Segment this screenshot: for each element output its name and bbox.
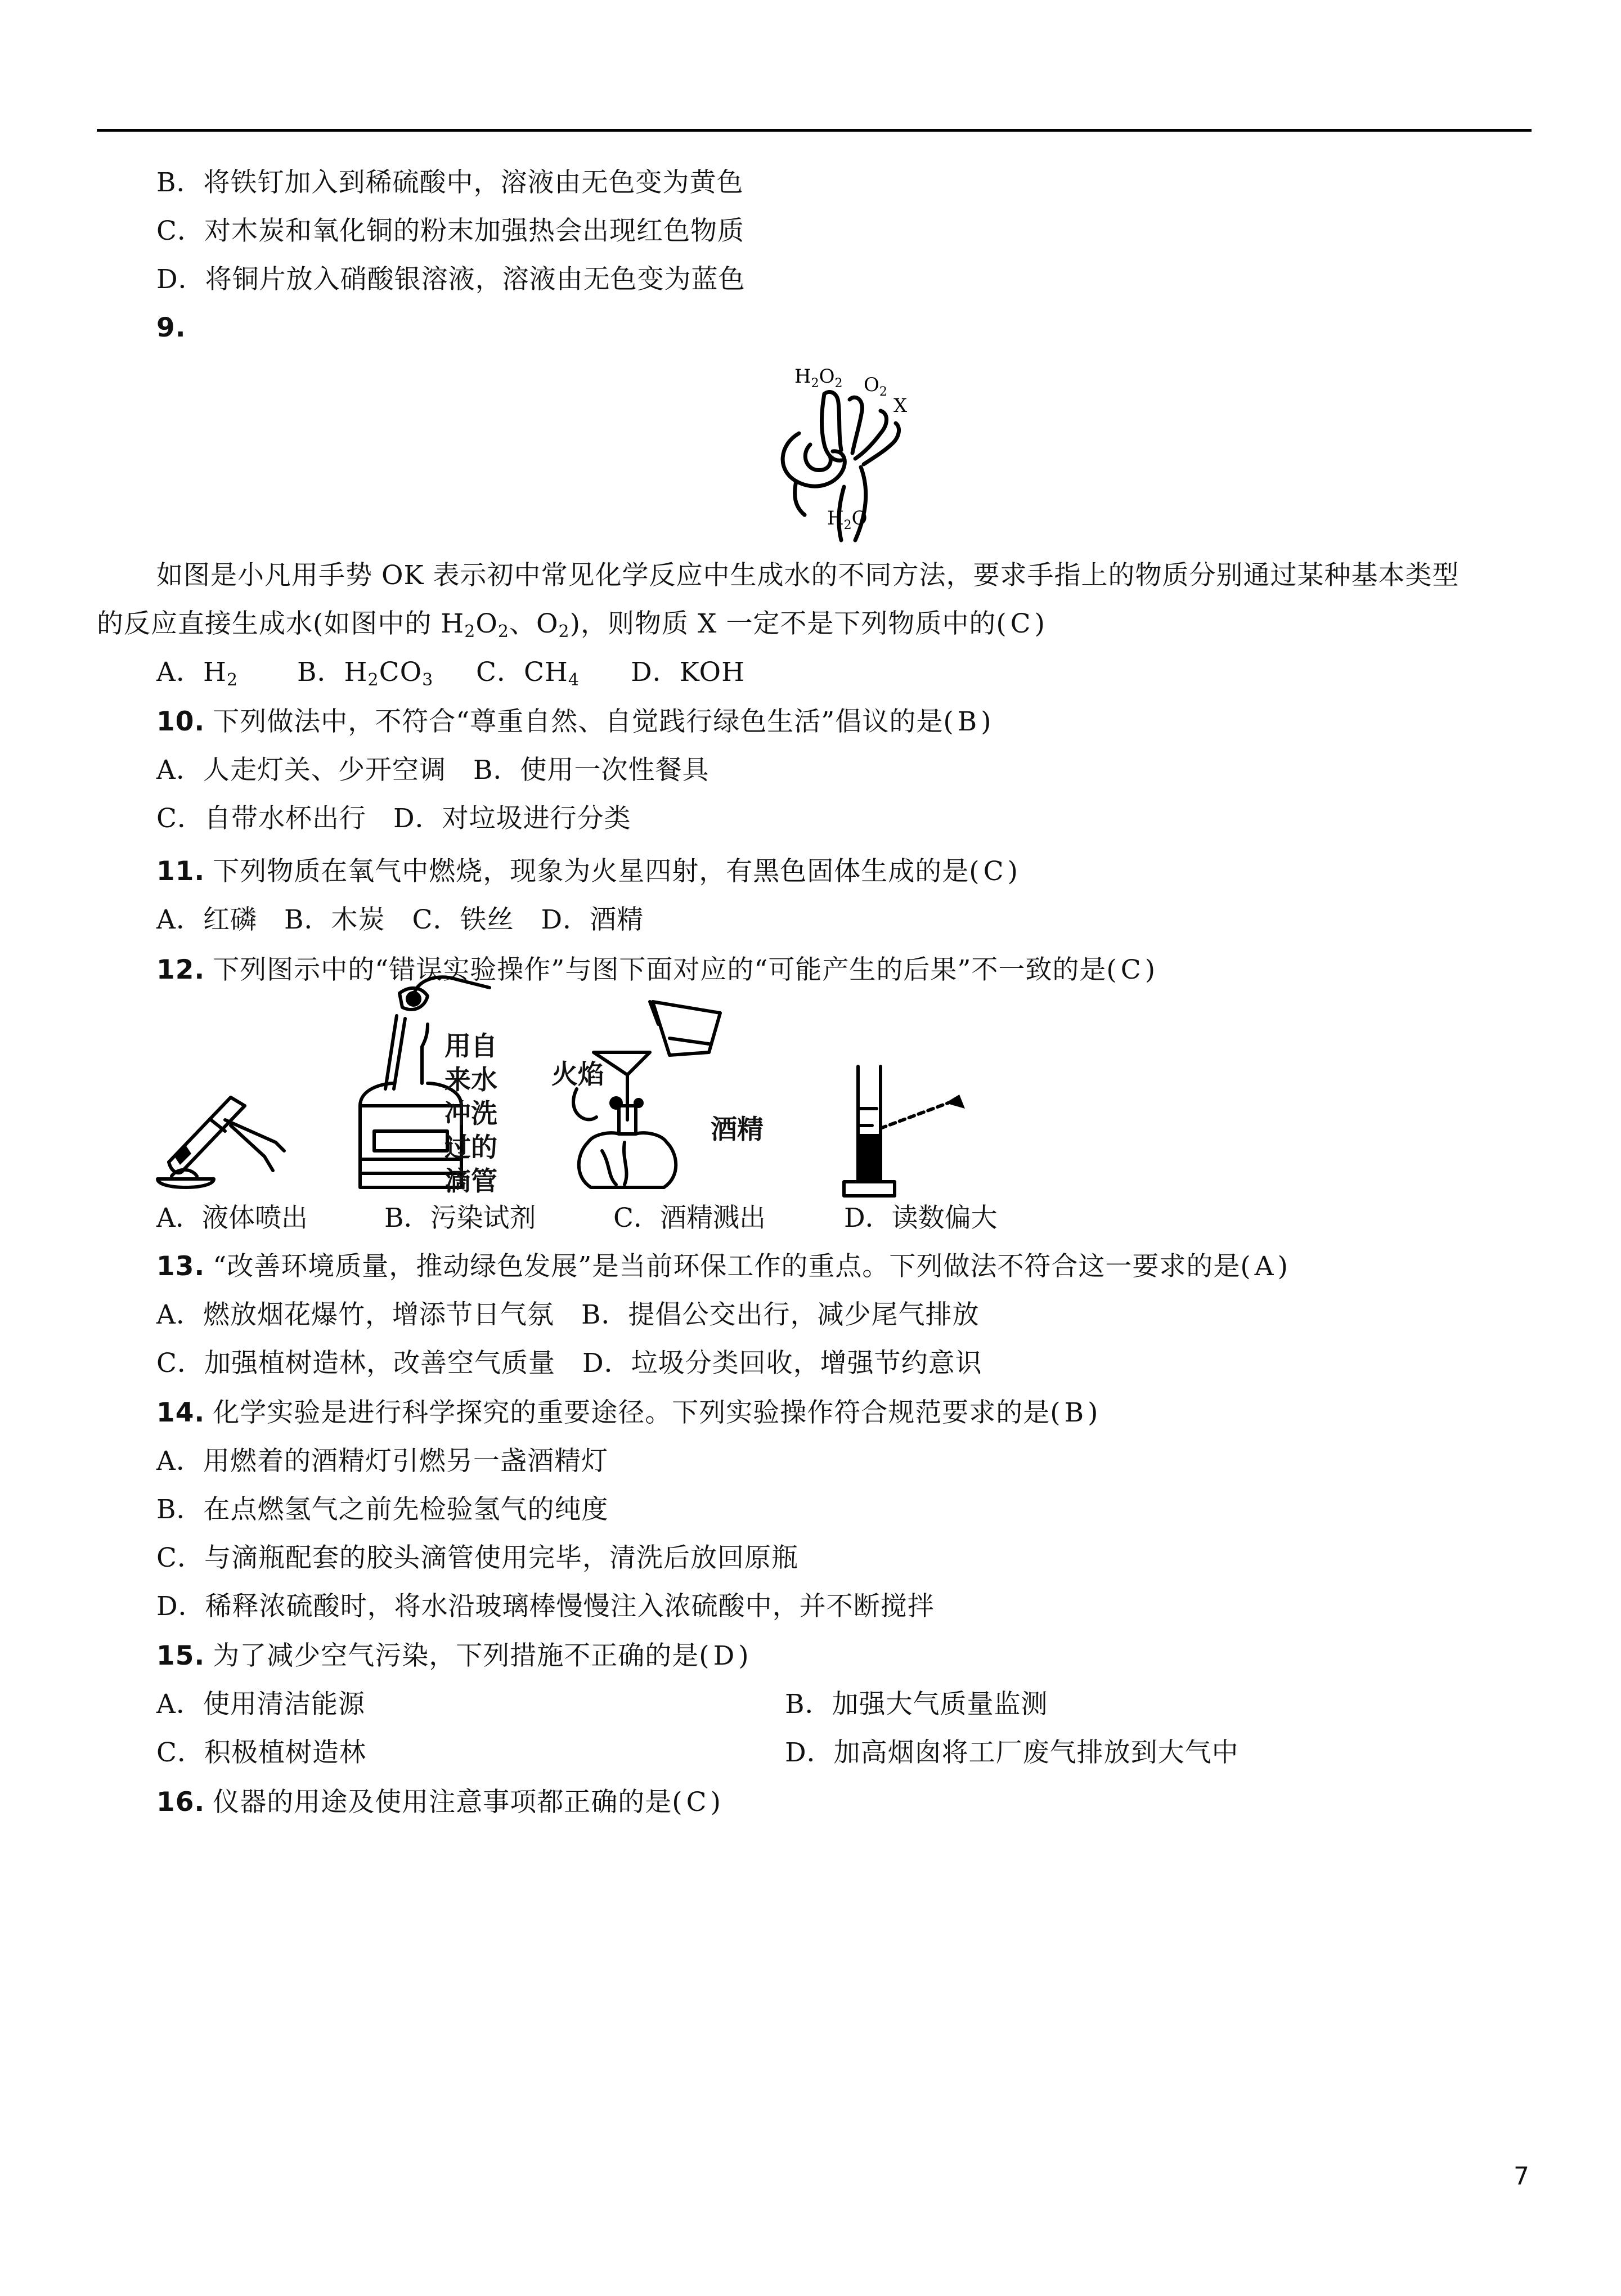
q11-answer: C <box>983 856 1004 887</box>
q12-caption-d: D．读数偏大 <box>844 1203 998 1234</box>
q9-stem-line1: 如图是小凡用手势 OK 表示初中常见化学反应中生成水的不同方法，要求手指上的物质分别通过某种基本类型 <box>156 560 1460 591</box>
q16-stem: 16. 仪器的用途及使用注意事项都正确的是( C ) <box>156 1787 721 1818</box>
fig-d-measuring-cylinder <box>833 1058 973 1199</box>
q9-number: 9. <box>156 312 186 343</box>
q13-stem: 13. “改善环境质量，推动绿色发展”是当前环保工作的重点。下列做法不符合这一要求的是( A ) <box>156 1251 1288 1282</box>
q9-answer: C <box>1010 608 1031 639</box>
q11-stem: 11. 下列物质在氧气中燃烧，现象为火星四射，有黑色固体生成的是( C ) <box>156 856 1018 887</box>
q12-answer: C <box>1120 954 1142 985</box>
q15-option-b: B．加强大气质量监测 <box>785 1689 1048 1720</box>
fig-c-alcohol-lamp <box>554 990 740 1193</box>
q13-options-line1: A．燃放烟花爆竹，增添节日气氛 B．提倡公交出行，减少尾气排放 <box>156 1299 980 1330</box>
page-number: 7 <box>1514 2162 1529 2191</box>
q14-option-a: A．用燃着的酒精灯引燃另一盏酒精灯 <box>156 1446 608 1477</box>
q10-stem: 10. 下列做法中，不符合“尊重自然、自觉践行绿色生活”倡议的是( B ) <box>156 706 992 737</box>
q14-stem: 14. 化学实验是进行科学探究的重要途径。下列实验操作符合规范要求的是( B ) <box>156 1397 1099 1428</box>
q8-option-d: D．将铜片放入硝酸银溶液，溶液由无色变为蓝色 <box>156 264 746 295</box>
fig-c-label-flame: 火焰 <box>551 1059 604 1090</box>
q10-options-line1: A．人走灯关、少开空调 B．使用一次性餐具 <box>156 755 710 786</box>
q15-answer: D <box>713 1640 735 1671</box>
q9-option-d: D．KOH <box>631 657 746 688</box>
q12-caption-b: B．污染试剂 <box>384 1203 536 1234</box>
q14-option-b: B．在点燃氢气之前先检验氢气的纯度 <box>156 1494 609 1525</box>
label-h2o: $H_2O$ <box>827 507 868 532</box>
q12-stem: 12. 下列图示中的“错误实验操作”与图下面对应的“可能产生的后果”不一致的是( C ) <box>156 954 1156 985</box>
q13-options-line2: C．加强植树造林，改善空气质量 D．垃圾分类回收，增强节约意识 <box>156 1348 982 1379</box>
q9-option-a: A．$H_2$ <box>156 657 239 690</box>
q15-option-c: C．积极植树造林 <box>156 1737 366 1768</box>
label-h2o2: $H_2O_2$ <box>794 365 843 391</box>
q13-answer: A <box>1254 1251 1274 1282</box>
header-rule <box>97 129 1532 132</box>
fig-b-label-line: 来水 <box>444 1065 497 1096</box>
q15-options-row1 <box>156 1688 1048 1721</box>
fig-b-label-line: 冲洗 <box>444 1098 497 1129</box>
q10-options-line2: C．自带水杯出行 D．对垃圾进行分类 <box>156 803 631 834</box>
fig-b-label-line: 滴管 <box>444 1166 497 1197</box>
q9-option-c: C．$CH_4$ <box>476 657 580 690</box>
fig-b-label-line: 用自 <box>444 1031 497 1062</box>
q8-option-c: C．对木炭和氧化铜的粉末加强热会出现红色物质 <box>156 216 744 246</box>
q8-option-b: B．将铁钉加入到稀硫酸中，溶液由无色变为黄色 <box>156 167 744 198</box>
label-x: X <box>893 394 908 417</box>
ok-hand-figure <box>771 360 934 549</box>
q15-option-d: D．加高烟囱将工厂废气排放到大气中 <box>785 1737 1239 1768</box>
q14-answer: B <box>1064 1397 1085 1428</box>
q12-caption-a: A．液体喷出 <box>156 1203 308 1234</box>
q14-option-c: C．与滴瓶配套的胶头滴管使用完毕，清洗后放回原瓶 <box>156 1542 798 1573</box>
label-o2: $O_2$ <box>864 374 887 399</box>
q14-option-d: D．稀释浓硫酸时，将水沿玻璃棒慢慢注入浓硫酸中，并不断搅拌 <box>156 1591 935 1622</box>
q16-answer: C <box>686 1787 707 1818</box>
q12-caption-c: C．酒精溅出 <box>613 1203 766 1234</box>
q11-options: A．红磷 B．木炭 C．铁丝 D．酒精 <box>156 904 644 935</box>
q15-option-a: A．使用清洁能源 <box>156 1689 365 1720</box>
fig-b-label-line: 过的 <box>444 1132 497 1163</box>
fig-c-label-alcohol: 酒精 <box>711 1114 764 1145</box>
q15-stem: 15. 为了减少空气污染，下列措施不正确的是( D ) <box>156 1640 749 1671</box>
q9-option-b: B．$H_2CO_3$ <box>297 657 434 690</box>
q15-options-row2 <box>156 1736 1239 1770</box>
fig-b-label <box>444 1030 497 1199</box>
q9-options <box>156 656 745 689</box>
q9-stem-line2: 的反应直接生成水(如图中的 $H_2O_2$、$O_2$)，则物质 X 一定不是下列物质中的( C ) <box>97 608 1045 642</box>
fig-a-heating-test-tube <box>152 1035 315 1199</box>
q10-answer: B <box>957 706 978 737</box>
